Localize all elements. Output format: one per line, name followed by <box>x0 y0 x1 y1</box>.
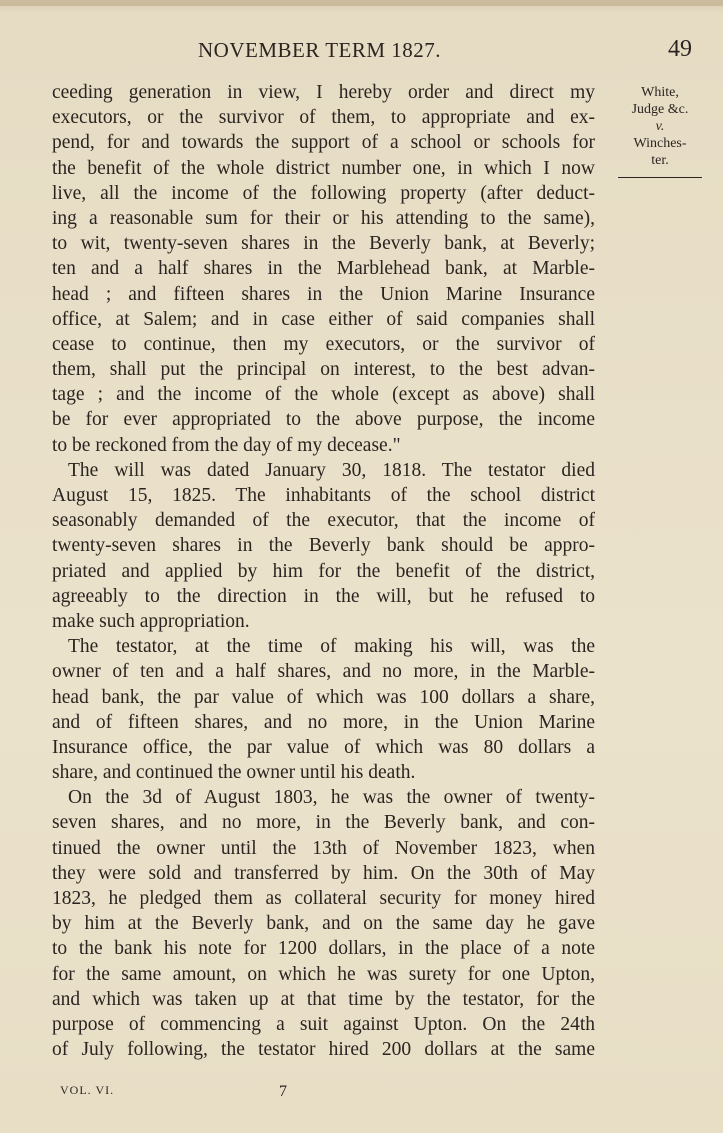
text-line: to the bank his note for 1200 dollars, in the place of a note <box>52 938 595 960</box>
text-line: ten and a half shares in the Marblehead bank, at Marble- <box>52 258 595 280</box>
text-line: On the 3d of August 1803, he was the owner of twenty- <box>68 787 595 809</box>
text-line: of July following, the testator hired 200 dollars at the same <box>52 1039 595 1061</box>
text-line: for the same amount, on which he was surety for one Upton, <box>52 963 595 985</box>
text-line: The testator, at the time of making his will, was the <box>68 636 595 658</box>
text-line: be for ever appropriated to the above purpose, the income <box>52 409 595 431</box>
text-line: the benefit of the whole district number one, in which I now <box>52 157 595 179</box>
text-line: twenty-seven shares in the Beverly bank should be appro- <box>52 535 595 557</box>
text-line: owner of ten and a half shares, and no more, in the Marble- <box>52 661 595 683</box>
text-line: head bank, the par value of which was 100 dollars a share, <box>52 686 595 708</box>
text-line: agreeably to the direction in the will, but he refused to <box>52 585 595 607</box>
margin-note-line: Winches- <box>633 136 687 151</box>
margin-note-line: v. <box>655 119 665 134</box>
text-line: priated and applied by him for the benefit of the district, <box>52 560 595 582</box>
text-line: Insurance office, the par value of which was 80 dollars a <box>52 736 595 758</box>
text-line: The will was dated January 30, 1818. The testator died <box>68 459 595 481</box>
text-line: they were sold and transferred by him. On the 30th of May <box>52 862 595 884</box>
margin-note-line: White, <box>641 85 679 100</box>
text-line: executors, or the survivor of them, to appropriate and ex- <box>52 107 595 129</box>
text-line: tinued the owner until the 13th of November 1823, when <box>52 837 595 859</box>
text-line: ceeding generation in view, I hereby order and direct my <box>52 82 595 103</box>
text-line: seasonably demanded of the executor, that the income of <box>52 510 595 532</box>
text-line: purpose of commencing a suit against Upton. On the 24th <box>52 1013 595 1035</box>
text-line: and which was taken up at that time by the testator, for the <box>52 988 595 1010</box>
margin-rule <box>618 177 702 178</box>
text-line: office, at Salem; and in case either of said companies shall <box>52 308 595 330</box>
running-title: NOVEMBER TERM 1827. <box>198 38 442 62</box>
body-text <box>52 80 595 1062</box>
text-line: seven shares, and no more, in the Beverly bank, and con- <box>52 812 595 834</box>
text-line: them, shall put the principal on interest, to the best advan- <box>52 359 595 381</box>
text-line: head ; and fifteen shares in the Union Marine Insurance <box>52 283 595 305</box>
text-line: live, all the income of the following property (after deduct- <box>52 182 595 204</box>
text-line: tage ; and the income of the whole (except as above) shall <box>52 384 595 406</box>
signature-mark: 7 <box>279 1083 287 1100</box>
text-line: August 15, 1825. The inhabitants of the school district <box>52 485 595 506</box>
page-header <box>0 38 723 68</box>
volume-label: VOL. VI. <box>60 1083 115 1097</box>
text-line: ing a reasonable sum for their or his attending to the same), <box>52 207 595 229</box>
text-line: by him at the Beverly bank, and on the same day he gave <box>52 913 595 935</box>
margin-note <box>604 84 716 178</box>
page-number: 49 <box>668 36 692 62</box>
margin-note-line: Judge &c. <box>631 102 689 117</box>
page-top-edge <box>0 0 723 6</box>
text-line: cease to continue, then my executors, or the survivor of <box>52 333 595 355</box>
text-line: pend, for and towards the support of a school or schools for <box>52 132 595 154</box>
margin-note-line: ter. <box>651 153 669 168</box>
text-line: and of fifteen shares, and no more, in the Union Marine <box>52 711 595 733</box>
text-line: make such appropriation. <box>52 610 250 632</box>
text-line: share, and continued the owner until his death. <box>52 762 416 784</box>
text-line: to wit, twenty-seven shares in the Beverly bank, at Beverly; <box>52 233 595 255</box>
text-line: 1823, he pledged them as collateral security for money hired <box>52 888 595 909</box>
text-line: to be reckoned from the day of my decease." <box>52 434 401 456</box>
